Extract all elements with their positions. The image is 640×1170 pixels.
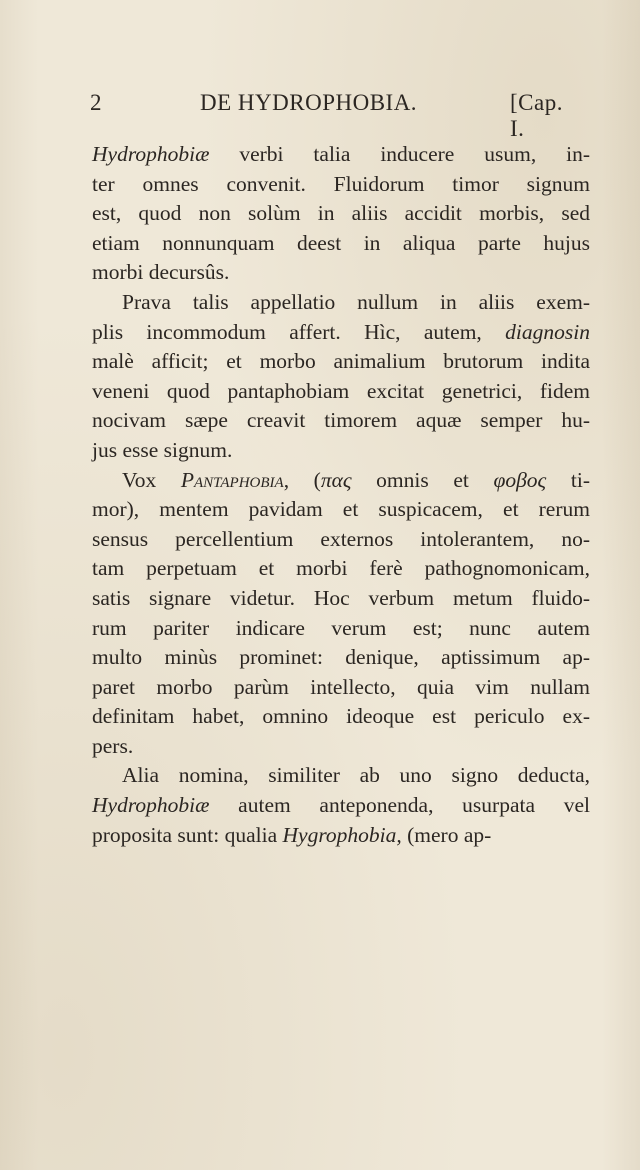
text-line	[92, 258, 590, 288]
text-line	[92, 525, 590, 555]
text-line	[92, 702, 590, 732]
text-line	[92, 377, 590, 407]
text-line	[92, 673, 590, 703]
text-segment: Alia nomina, similiter ab uno signo deducta,	[122, 763, 590, 788]
paragraph	[92, 140, 590, 288]
text-line	[92, 229, 590, 259]
text-segment: , (	[283, 467, 321, 492]
text-segment: satis signare videtur. Hoc verbum metum fluido-	[92, 585, 590, 610]
text-line	[92, 643, 590, 673]
text-segment: jus esse signum.	[92, 437, 233, 462]
text-line	[92, 170, 590, 200]
text-segment: verbi talia inducere usum, in-	[209, 142, 590, 166]
text-segment: omnis et	[351, 467, 494, 492]
text-segment: multo minùs prominet: denique, aptissimum ap-	[92, 645, 590, 670]
text-line	[92, 821, 590, 851]
text-line	[92, 318, 590, 348]
paragraph	[92, 466, 590, 762]
text-segment: ter omnes convenit. Fluidorum timor signum	[92, 171, 590, 196]
text-line	[92, 584, 590, 614]
text-segment: diagnosin	[505, 319, 590, 344]
text-segment: φοβος	[493, 467, 547, 492]
body-text	[92, 140, 590, 850]
text-line	[92, 761, 590, 791]
text-segment: veneni quod pantaphobiam excitat genetrici, fidem	[92, 378, 590, 403]
text-segment: Pantaphobia	[180, 467, 284, 492]
text-segment: mor), mentem pavidam et suspicacem, et rerum	[92, 497, 590, 522]
text-segment: Hydrophobiæ	[92, 793, 210, 818]
text-line	[92, 288, 590, 318]
text-segment: morbi decursûs.	[92, 260, 230, 285]
text-line	[92, 495, 590, 525]
text-line	[92, 406, 590, 436]
text-line	[92, 199, 590, 229]
text-segment: est, quod non solùm in aliis accidit morbis, sed	[92, 201, 590, 226]
paragraph	[92, 288, 590, 466]
text-segment: Hygrophobia,	[282, 822, 402, 847]
text-segment: paret morbo parùm intellecto, quia vim nullam	[92, 674, 590, 699]
text-segment: plis incommodum affert. Hìc, autem,	[92, 319, 506, 344]
chapter-label: [Cap. I.	[510, 90, 563, 141]
running-head	[90, 90, 575, 141]
text-line	[92, 347, 590, 377]
text-segment: definitam habet, omnino ideoque est periculo ex-	[92, 704, 590, 729]
text-line	[92, 732, 590, 762]
text-segment: proposita sunt: qualia	[92, 822, 283, 847]
text-segment: Vox	[122, 467, 181, 492]
text-segment: pers.	[92, 733, 134, 758]
text-line	[92, 791, 590, 821]
text-segment: ti-	[546, 467, 590, 492]
text-segment: (mero ap-	[401, 822, 492, 847]
page-number: 2	[90, 90, 102, 115]
text-segment: sensus percellentium externos intolerantem, no-	[92, 526, 590, 551]
text-segment: malè afficit; et morbo animalium brutorum indita	[92, 349, 590, 374]
text-line	[92, 466, 590, 496]
text-line	[92, 614, 590, 644]
text-segment: etiam nonnunquam deest in aliqua parte hujus	[92, 230, 590, 255]
text-segment: Hydrophobiæ	[92, 142, 210, 166]
text-segment: rum pariter indicare verum est; nunc autem	[92, 615, 590, 640]
text-segment: Prava talis appellatio nullum in aliis exem-	[122, 289, 590, 314]
paragraph	[92, 761, 590, 850]
text-line	[92, 140, 590, 170]
text-line	[92, 436, 590, 466]
running-title: DE HYDROPHOBIA.	[200, 90, 418, 115]
text-segment: autem anteponenda, usurpata vel	[209, 793, 590, 818]
text-segment: nocivam sæpe creavit timorem aquæ semper hu-	[92, 408, 590, 433]
text-segment: tam perpetuam et morbi ferè pathognomonicam,	[92, 556, 590, 581]
text-line	[92, 554, 590, 584]
text-segment: πας	[320, 467, 352, 492]
